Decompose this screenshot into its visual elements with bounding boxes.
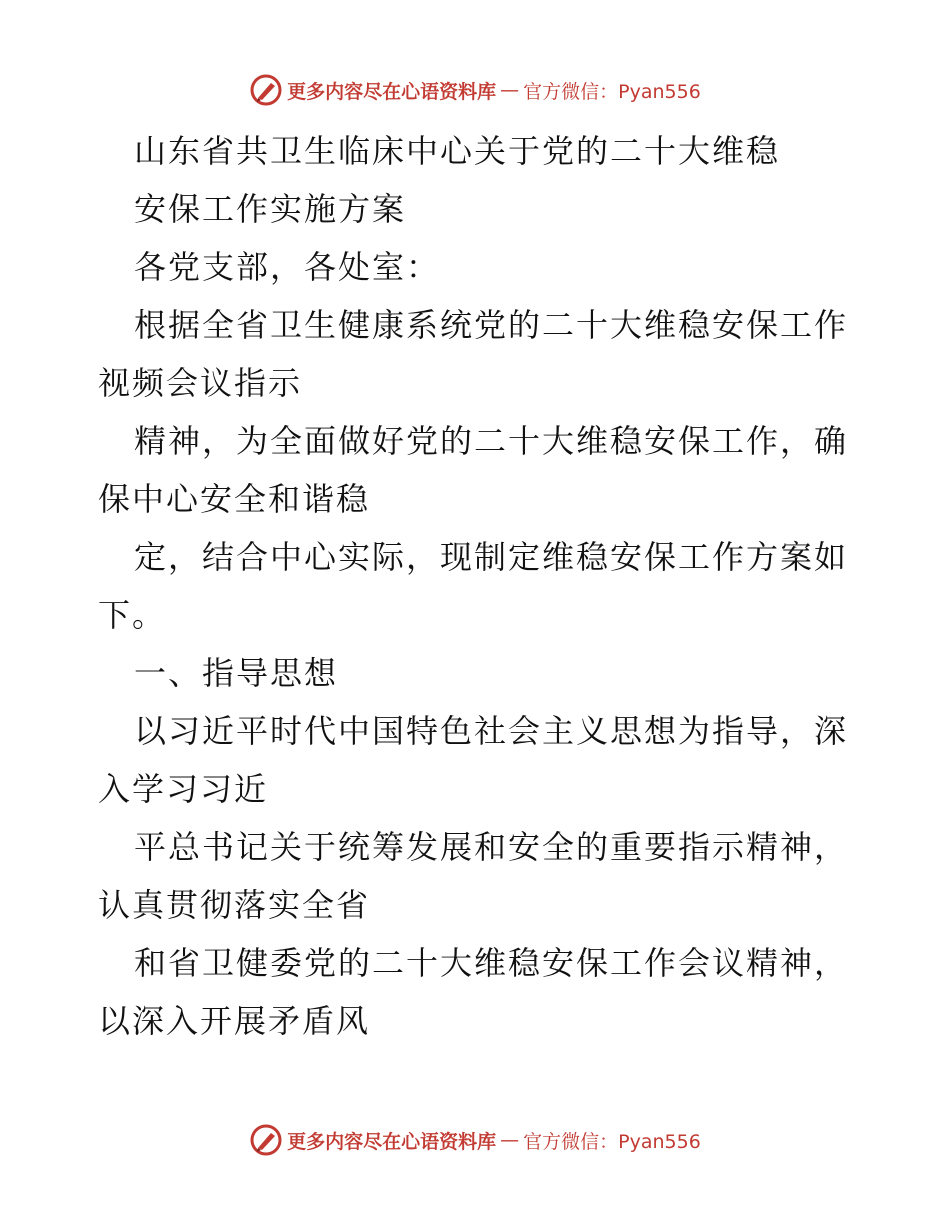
pen-logo-icon <box>249 1123 283 1157</box>
doc-paragraph-line: 认真贯彻落实全省 <box>98 886 371 924</box>
doc-paragraph-line: 保中心安全和谐稳 <box>98 480 371 518</box>
banner-wechat-text: 官方微信：Pyan556 <box>523 1130 701 1153</box>
doc-title-line-2: 安保工作实施方案 <box>134 190 407 228</box>
header-banner <box>0 70 950 110</box>
pen-logo-icon <box>249 73 283 107</box>
doc-title-line-1: 山东省共卫生临床中心关于党的二十大维稳 <box>134 132 781 170</box>
doc-paragraph-line: 以习近平时代中国特色社会主义思想为指导，深 <box>134 712 849 750</box>
doc-paragraph-line: 平总书记关于统筹发展和安全的重要指示精神， <box>134 828 849 866</box>
banner-main-text: 更多内容尽在心语资料库 <box>287 1130 497 1153</box>
banner-separator: — <box>500 79 520 101</box>
banner-separator: — <box>500 1129 520 1151</box>
doc-paragraph-line: 根据全省卫生健康系统党的二十大维稳安保工作 <box>134 306 849 344</box>
doc-paragraph-line: 入学习习近 <box>98 770 269 808</box>
doc-paragraph-line: 视频会议指示 <box>98 364 303 402</box>
banner-main-text: 更多内容尽在心语资料库 <box>287 80 497 103</box>
document-body <box>98 122 858 1050</box>
banner-wechat-text: 官方微信：Pyan556 <box>523 80 701 103</box>
doc-paragraph-line: 和省卫健委党的二十大维稳安保工作会议精神， <box>134 944 849 982</box>
doc-paragraph-line: 精神，为全面做好党的二十大维稳安保工作，确 <box>134 422 849 460</box>
doc-paragraph-line: 下。 <box>98 596 167 634</box>
footer-banner <box>0 1120 950 1160</box>
doc-paragraph-line: 以深入开展矛盾风 <box>98 1002 371 1040</box>
doc-salutation: 各党支部，各处室： <box>134 248 441 286</box>
doc-section-heading: 一、指导思想 <box>134 654 339 692</box>
doc-paragraph-line: 定，结合中心实际，现制定维稳安保工作方案如 <box>134 538 849 576</box>
